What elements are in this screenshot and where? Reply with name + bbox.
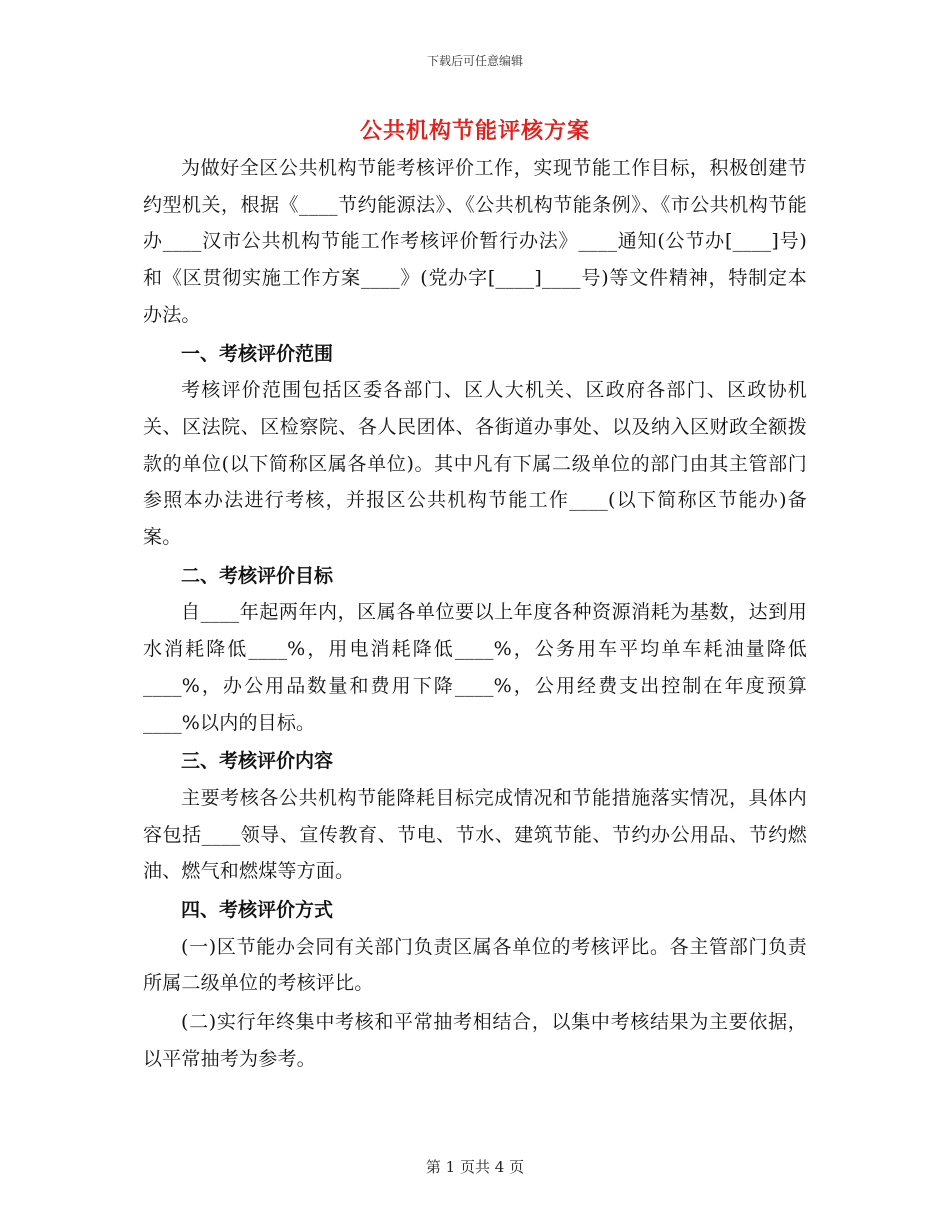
content-paragraph: 主要考核各公共机构节能降耗目标完成情况和节能措施落实情况，具体内容包括____领导、宣传教育、节电、节水、建筑节能、节约办公用品、节约燃油、燃气和燃煤等方面。 — [143, 786, 807, 883]
method-paragraph-2: (二)实行年终集中考核和平常抽考相结合，以集中考核结果为主要依据，以平常抽考为参考。 — [143, 1011, 807, 1070]
goals-paragraph: 自____年起两年内，区属各单位要以上年度各种资源消耗为基数，达到用水消耗降低____%，用电消耗降低____%，公务用车平均单车耗油量降低____%，办公用品数量和费用下降____%，公用经费支出控制在年度预算____%以内的目标。 — [143, 601, 807, 734]
section-heading-goals: 二、考核评价目标 — [181, 564, 334, 587]
intro-paragraph: 为做好全区公共机构节能考核评价工作，实现节能工作目标，积极创建节约型机关，根据《____节约能源法》、《公共机构节能条例》、《市公共机构节能办____汉市公共机构节能工作考核评价暂行办法》____通知(公节办[____]号)和《区贯彻实施工作方案____》(党办字[____]____号)等文件精神，特制定本办法。 — [143, 157, 807, 326]
method-paragraph-1: (一)区节能办会同有关部门负责区属各单位的考核评比。各主管部门负责所属二级单位的考核评比。 — [143, 935, 807, 995]
section-heading-content: 三、考核评价内容 — [181, 750, 334, 773]
page-footer: 第 1 页共 4 页 — [425, 1158, 525, 1176]
document-title: 公共机构节能评核方案 — [359, 118, 590, 144]
document-body — [143, 150, 807, 1078]
scope-paragraph: 考核评价范围包括区委各部门、区人大机关、区政府各部门、区政协机关、区法院、区检察院、各人民团体、各街道办事处、以及纳入区财政全额拨款的单位(以下简称区属各单位)。其中凡有下属二级单位的部门由其主管部门参照本办法进行考核，并报区公共机构节能工作____(以下简称区节能办)备案。 — [143, 379, 807, 549]
section-heading-method: 四、考核评价方式 — [181, 899, 334, 922]
header-note: 下载后可任意编辑 — [426, 54, 523, 68]
section-heading-scope: 一、考核评价范围 — [181, 342, 334, 365]
